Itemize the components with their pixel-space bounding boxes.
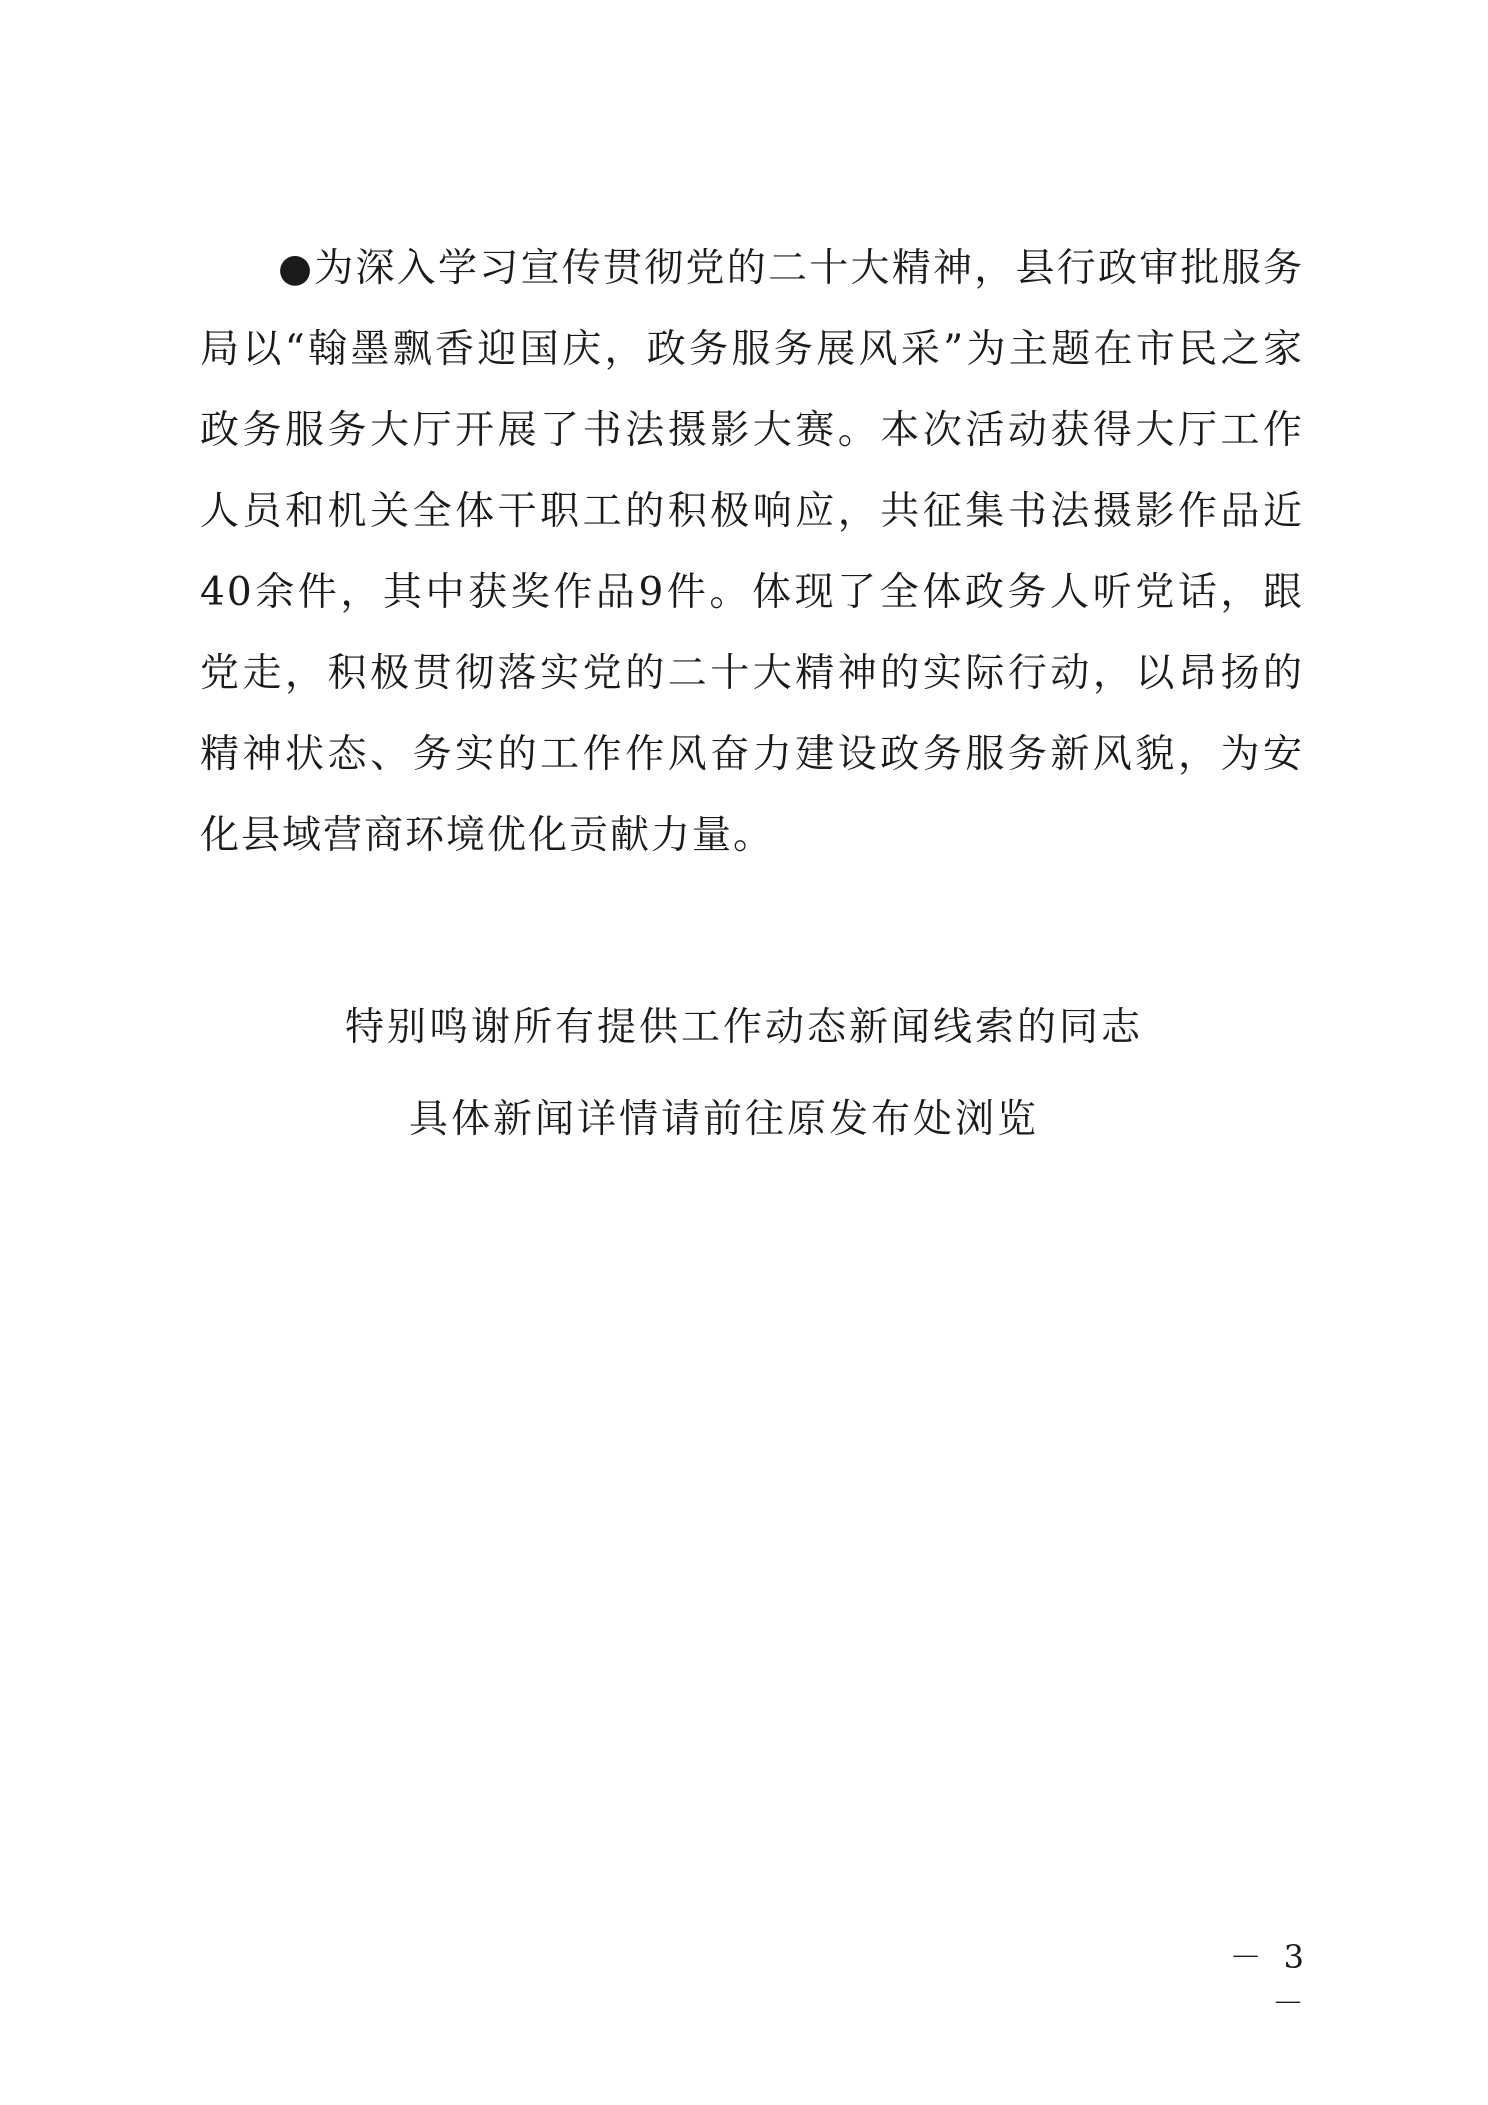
browse-note-line: 具体新闻详情请前往原发布处浏览 xyxy=(408,1097,1039,1142)
acknowledgement-line: 特别鸣谢所有提供工作动态新闻线索的同志 xyxy=(344,1005,1143,1050)
acknowledgement-block xyxy=(0,982,1488,1166)
news-paragraph: ●为深入学习宣传贯彻党的二十大精神，县行政审批服务局以“翰墨飘香迎国庆，政务服务展风采”为主题在市民之家政务服务大厅开展了书法摄影大赛。本次活动获得大厅工作人员和机关全体干职工的积极响应，共征集书法摄影作品近40余件，其中获奖作品9件。体现了全体政务人听党话，跟党走，积极贯彻落实党的二十大精神的实际行动，以昂扬的精神状态、务实的工作作风奋力建设政务服务新风貌，为安化县域营商环境优化贡献力量。 xyxy=(200,246,1304,858)
page-number: － 3 － xyxy=(1229,1938,1310,2022)
